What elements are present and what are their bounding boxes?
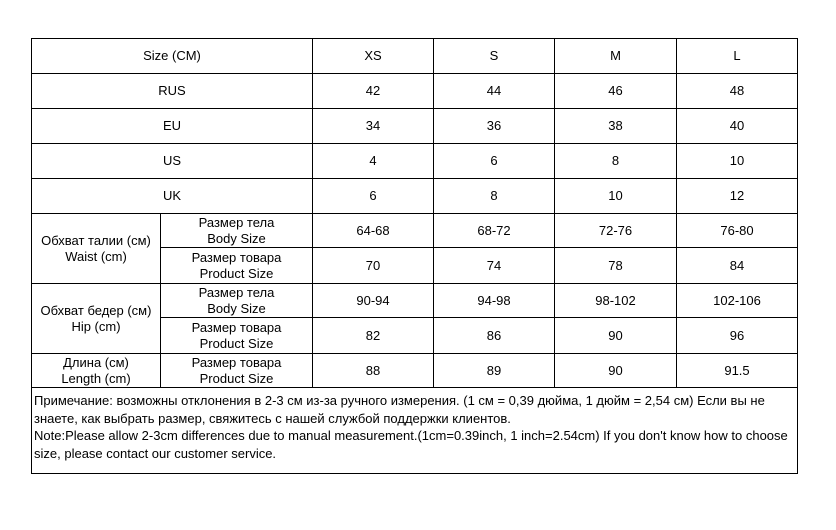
length-product-s: 89 <box>434 354 555 388</box>
hip-body-s: 94-98 <box>434 284 555 318</box>
hip-product-l: 96 <box>677 318 798 354</box>
us-l: 10 <box>677 144 798 179</box>
length-product-label-ru: Размер товара <box>191 354 282 370</box>
size-xs-header: XS <box>313 39 434 74</box>
waist-body-xs: 64-68 <box>313 214 434 248</box>
hip-product-xs: 82 <box>313 318 434 354</box>
rus-label: RUS <box>32 74 313 109</box>
rus-row <box>32 74 798 109</box>
waist-product-size-label <box>161 248 313 284</box>
length-product-m: 90 <box>555 354 677 388</box>
waist-body-m: 72-76 <box>555 214 677 248</box>
rus-s: 44 <box>434 74 555 109</box>
size-chart-table <box>31 38 798 474</box>
size-s-header: S <box>434 39 555 74</box>
uk-m: 10 <box>555 179 677 214</box>
rus-m: 46 <box>555 74 677 109</box>
length-product-size-label <box>161 354 313 388</box>
waist-product-m: 78 <box>555 248 677 284</box>
waist-product-label-en: Product Size <box>199 265 274 281</box>
hip-product-m: 90 <box>555 318 677 354</box>
hip-label-ru: Обхват бедер (см) <box>40 302 152 318</box>
hip-product-label-ru: Размер товара <box>191 319 282 335</box>
waist-product-s: 74 <box>434 248 555 284</box>
uk-xs: 6 <box>313 179 434 214</box>
hip-body-m: 98-102 <box>555 284 677 318</box>
header-row <box>32 39 798 74</box>
hip-body-xs: 90-94 <box>313 284 434 318</box>
waist-product-l: 84 <box>677 248 798 284</box>
eu-m: 38 <box>555 109 677 144</box>
note-row <box>32 388 798 474</box>
rus-l: 48 <box>677 74 798 109</box>
waist-label-en: Waist (cm) <box>65 248 127 264</box>
uk-label: UK <box>32 179 313 214</box>
note-cell <box>32 388 798 474</box>
hip-product-size-label <box>161 318 313 354</box>
waist-product-label-ru: Размер товара <box>191 249 282 265</box>
hip-body-label-ru: Размер тела <box>198 284 275 300</box>
waist-body-label-ru: Размер тела <box>198 214 275 230</box>
hip-body-row <box>32 284 798 318</box>
eu-xs: 34 <box>313 109 434 144</box>
hip-body-size-label <box>161 284 313 318</box>
size-m-header: M <box>555 39 677 74</box>
waist-product-xs: 70 <box>313 248 434 284</box>
hip-body-l: 102-106 <box>677 284 798 318</box>
us-row <box>32 144 798 179</box>
rus-xs: 42 <box>313 74 434 109</box>
waist-body-l: 76-80 <box>677 214 798 248</box>
uk-row <box>32 179 798 214</box>
uk-l: 12 <box>677 179 798 214</box>
length-label-ru: Длина (см) <box>63 354 129 370</box>
eu-row <box>32 109 798 144</box>
eu-label: EU <box>32 109 313 144</box>
hip-product-label-en: Product Size <box>199 335 274 351</box>
length-label-en: Length (cm) <box>61 370 131 386</box>
length-label <box>32 354 161 388</box>
note-en: Note:Please allow 2-3cm differences due to manual measurement.(1cm=0.39inch, 1 inch=2.54cm) If you don't know how to choose size, please contact our customer service. <box>34 428 788 461</box>
hip-product-s: 86 <box>434 318 555 354</box>
us-label: US <box>32 144 313 179</box>
waist-body-size-label <box>161 214 313 248</box>
us-s: 6 <box>434 144 555 179</box>
waist-body-row <box>32 214 798 248</box>
note-ru: Примечание: возможны отклонения в 2-3 см из-за ручного измерения. (1 см = 0,39 дюйма, 1 дюйм = 2,54 см) Если вы не знаете, как выбрать размер, свяжитесь с нашей службой поддержки клиентов. <box>34 393 765 426</box>
waist-body-s: 68-72 <box>434 214 555 248</box>
waist-label <box>32 214 161 284</box>
uk-s: 8 <box>434 179 555 214</box>
eu-s: 36 <box>434 109 555 144</box>
length-product-xs: 88 <box>313 354 434 388</box>
length-product-label-en: Product Size <box>199 370 274 386</box>
hip-label-en: Hip (cm) <box>71 318 121 334</box>
hip-body-label-en: Body Size <box>207 300 266 316</box>
eu-l: 40 <box>677 109 798 144</box>
waist-label-ru: Обхват талии (см) <box>41 232 151 248</box>
size-label-cell: Size (CM) <box>32 39 313 74</box>
waist-body-label-en: Body Size <box>207 230 266 246</box>
length-product-l: 91.5 <box>677 354 798 388</box>
size-l-header: L <box>677 39 798 74</box>
us-xs: 4 <box>313 144 434 179</box>
us-m: 8 <box>555 144 677 179</box>
length-row <box>32 354 798 388</box>
hip-label <box>32 284 161 354</box>
